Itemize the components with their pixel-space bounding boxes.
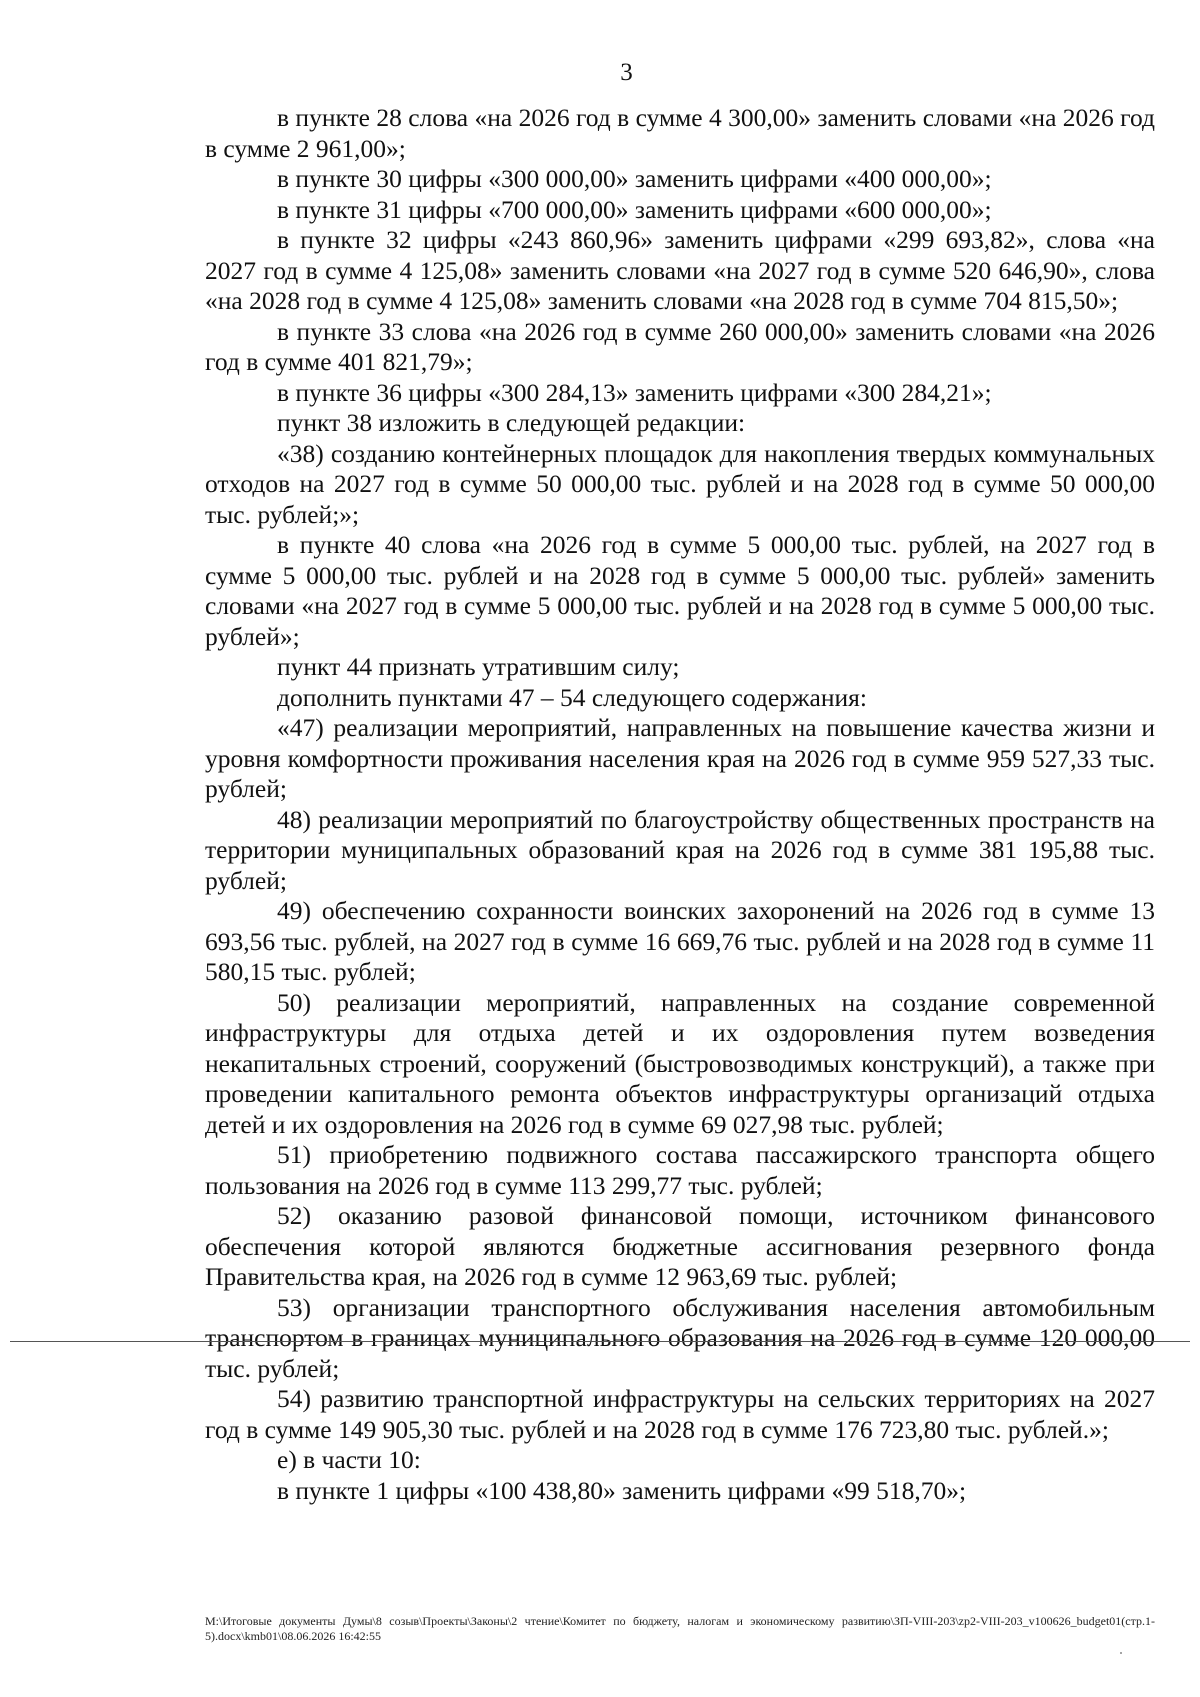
paragraph-add-47-54: дополнить пунктами 47 – 54 следующего содержания: xyxy=(277,682,867,712)
paragraph-item-30: в пункте 30 цифры «300 000,00» заменить цифрами «400 000,00»; xyxy=(277,164,992,193)
document-body xyxy=(205,103,1155,1506)
paragraph-new-53: 53) организации транспортного обслуживания населения автомобильным транспортом в границах муниципального образования на 2026 год в сумме 120 000,00 тыс. рублей; xyxy=(205,1292,1155,1383)
paragraph-item-32: в пункте 32 цифры «243 860,96» заменить цифрами «299 693,82», слова «на 2027 год в сумме 4 125,08» заменить словами «на 2027 год в сумме 520 646,90», слова «на 2028 год в сумме 4 125,08» заменить словами «на 2028 год в сумме 704 815,50»; xyxy=(205,225,1155,315)
paragraph-item-38-intro: пункт 38 изложить в следующей редакции: xyxy=(277,408,746,437)
paragraph-item-33: в пункте 33 слова «на 2026 год в сумме 260 000,00» заменить словами «на 2026 год в сумме 401 821,79»; xyxy=(205,316,1155,376)
paragraph-new-50: 50) реализации мероприятий, направленных на создание современной инфраструктуры для отдыха детей и их оздоровления путем возведения некапитальных строений, сооружений (быстровозводимых конструкций), а также при проведении капитального ремонта объектов инфраструктуры организаций отдыха детей и их оздоровления на 2026 год в сумме 69 027,98 тыс. рублей; xyxy=(205,987,1155,1139)
paragraph-new-51: 51) приобретению подвижного состава пассажирского транспорта общего пользования на 2026 год в сумме 113 299,77 тыс. рублей; xyxy=(205,1140,1155,1200)
paragraph-item-31: в пункте 31 цифры «700 000,00» заменить цифрами «600 000,00»; xyxy=(277,194,992,224)
page-number: 3 xyxy=(620,59,633,86)
scan-margin-line xyxy=(10,1341,1190,1342)
paragraph-new-47: «47) реализации мероприятий, направленных на повышение качества жизни и уровня комфортности проживания населения края на 2026 год в сумме 959 527,33 тыс. рублей; xyxy=(205,713,1155,803)
paragraph-item-38-text: «38) созданию контейнерных площадок для накопления твердых коммунальных отходов на 2027 год в сумме 50 000,00 тыс. рублей и на 2028 год в сумме 50 000,00 тыс. рублей;»; xyxy=(205,438,1155,529)
paragraph-item-40: в пункте 40 слова «на 2026 год в сумме 5 000,00 тыс. рублей, на 2027 год в сумме 5 000,00 тыс. рублей и на 2028 год в сумме 5 000,00 тыс. рублей» заменить словами «на 2027 год в сумме 5 000,00 тыс. рублей и на 2028 год в сумме 5 000,00 тыс. рублей»; xyxy=(205,530,1155,651)
paragraph-part-10: е) в части 10: xyxy=(277,1445,421,1474)
paragraph-item-44: пункт 44 признать утратившим силу; xyxy=(277,652,680,681)
paragraph-new-54: 54) развитию транспортной инфраструктуры на сельских территориях на 2027 год в сумме 149 905,30 тыс. рублей и на 2028 год в сумме 176 723,80 тыс. рублей.»; xyxy=(205,1384,1155,1444)
scan-speck xyxy=(1120,1652,1122,1654)
paragraph-item-36: в пункте 36 цифры «300 284,13» заменить цифрами «300 284,21»; xyxy=(277,377,992,407)
paragraph-part-10-item-1: в пункте 1 цифры «100 438,80» заменить цифрами «99 518,70»; xyxy=(277,1475,967,1505)
paragraph-new-49: 49) обеспечению сохранности воинских захоронений на 2026 год в сумме 13 693,56 тыс. рублей, на 2027 год в сумме 16 669,76 тыс. рублей и на 2028 год в сумме 11 580,15 тыс. рублей; xyxy=(205,896,1155,986)
paragraph-item-28: в пункте 28 слова «на 2026 год в сумме 4 300,00» заменить словами «на 2026 год в сумме 2 961,00»; xyxy=(205,103,1155,163)
paragraph-new-52: 52) оказанию разовой финансовой помощи, источником финансового обеспечения которой являются бюджетные ассигнования резервного фонда Правительства края, на 2026 год в сумме 12 963,69 тыс. рублей; xyxy=(205,1201,1155,1291)
paragraph-new-48: 48) реализации мероприятий по благоустройству общественных пространств на территории муниципальных образований края на 2026 год в сумме 381 195,88 тыс. рублей; xyxy=(205,804,1155,895)
footer-file-path: М:\Итоговые документы Думы\8 созыв\Проекты\Законы\2 чтение\Комитет по бюджету, налогам и экономическому развитию\ЗП-VIII-203\zp2-VIII-203_v100626_budget01(стр.1-5).docx\kmb01\08.06.2026 16:42:55 xyxy=(205,1614,1155,1643)
